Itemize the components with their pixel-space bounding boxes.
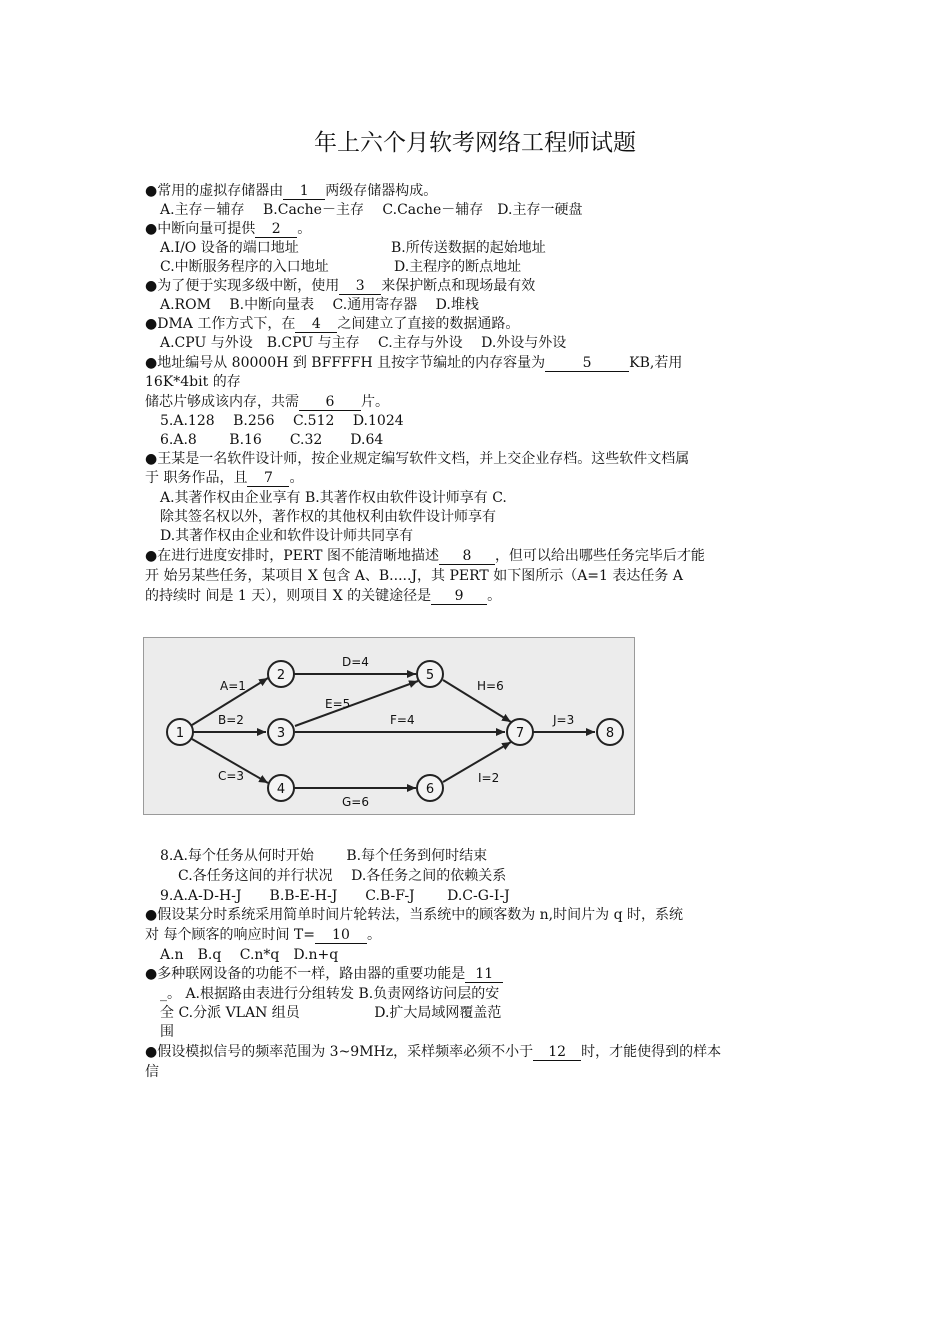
question-2-option-c: C.中断服务程序的入口地址 — [160, 259, 329, 275]
question-5-options: 5.A.128 B.256 C.512 D.1024 — [160, 413, 404, 429]
node-3-label: 3 — [276, 726, 286, 741]
edge-label-e: E=5 — [325, 697, 351, 711]
edge-label-d: D=4 — [342, 655, 369, 669]
blank-11: 11 — [465, 967, 503, 983]
question-2-option-a: A.I/O 设备的端口地址 — [160, 240, 299, 256]
question-2: ●中断向量可提供 2 。 — [145, 221, 312, 237]
edge-label-i: I=2 — [478, 771, 500, 785]
question-4: ●DMA 工作方式下，在 4 之间建立了直接的数据通路。 — [145, 316, 520, 332]
question-2-option-d: D.主程序的断点地址 — [394, 259, 522, 275]
question-7-option-c: 除其签名权以外，著作权的其他权利由软件设计师享有 — [160, 509, 496, 525]
question-11-line-2: _。 A.根据路由表进行分组转发 B.负责网络访问层的安 — [160, 986, 500, 1002]
question-2-option-b: B.所传送数据的起始地址 — [391, 240, 546, 256]
blank-8: 8 — [439, 549, 495, 565]
node-2-label: 2 — [276, 668, 286, 683]
blank-10: 10 — [315, 928, 367, 944]
question-8-line-3: 的持续时 间是 1 天），则项目 X 的关键途径是 9 。 — [145, 588, 502, 604]
question-8-line-1: ●在进行进度安排时，PERT 图不能清晰地描述 8 ，但可以给出哪些任务完毕后才能 — [145, 548, 705, 564]
question-8-options-ab: 8.A.每个任务从何时开始 B.每个任务到何时结束 — [160, 848, 488, 864]
question-5: ●地址编号从 80000H 到 BFFFFH 且按字节编址的内存容量为 5 KB,若用 — [145, 355, 683, 371]
blank-2: 2 — [255, 222, 297, 238]
question-7-line-2: 于 职务作品，且 7 。 — [145, 470, 304, 486]
blank-9: 9 — [431, 589, 487, 605]
blank-7: 7 — [247, 471, 289, 487]
question-4-options: A.CPU 与外设 B.CPU 与主存 C.主存与外设 D.外设与外设 — [160, 335, 567, 351]
question-12-line-2: 信 — [145, 1064, 159, 1080]
question-11-line-3: 全 C.分派 VLAN 组员 D.扩大局域网覆盖范 — [160, 1005, 502, 1021]
question-10-options: A.n B.q C.n*q D.n+q — [160, 947, 339, 963]
question-1: ●常用的虚拟存储器由 1 两级存储器构成。 — [145, 183, 438, 199]
edge-label-a: A=1 — [220, 679, 246, 693]
question-11-line-4: 围 — [160, 1024, 174, 1040]
blank-3: 3 — [339, 279, 381, 295]
edge-label-j: J=3 — [553, 713, 575, 727]
question-9-options: 9.A.A-D-H-J B.B-E-H-J C.B-F-J D.C-G-I-J — [160, 888, 510, 904]
edge-i — [443, 742, 511, 782]
node-6-label: 6 — [425, 782, 435, 797]
question-6-options: 6.A.8 B.16 C.32 D.64 — [160, 432, 384, 448]
edge-label-b: B=2 — [218, 713, 244, 727]
node-5-label: 5 — [425, 668, 435, 683]
question-10-line-1: ●假设某分时系统采用简单时间片轮转法，当系统中的顾客数为 n,时间片为 q 时，系统 — [145, 907, 683, 923]
question-10-line-2: 对 每个顾客的响应时间 T= 10 。 — [145, 927, 381, 943]
blank-1: 1 — [283, 184, 325, 200]
edge-label-h: H=6 — [477, 679, 504, 693]
page-title: 年上六个月软考网络工程师试题 — [314, 130, 636, 156]
pert-diagram — [143, 637, 635, 815]
question-5-line-2: 16K*4bit 的存 — [145, 374, 241, 390]
blank-6: 6 — [299, 395, 361, 411]
node-4-label: 4 — [276, 782, 286, 797]
question-8-line-2: 开 始另某些任务，某项目 X 包含 A、B.....J，其 PERT 如下图所示（A=1 表达任务 A — [145, 568, 683, 584]
blank-4: 4 — [295, 317, 337, 333]
node-7-label: 7 — [515, 726, 525, 741]
edge-label-c: C=3 — [218, 769, 245, 783]
question-3-options: A.ROM B.中断向量表 C.通用寄存器 D.堆栈 — [160, 297, 479, 313]
edge-label-f: F=4 — [390, 713, 415, 727]
node-1-label: 1 — [175, 726, 185, 741]
question-5-line-3: 储芯片够成该内存，共需 6 片。 — [145, 394, 389, 410]
question-7-option-d: D.其著作权由企业和软件设计师共同享有 — [160, 528, 414, 544]
question-1-options: A.主存－辅存 B.Cache－主存 C.Cache－辅存 D.主存一硬盘 — [160, 202, 583, 218]
blank-5: 5 — [545, 356, 629, 372]
question-7-options-ab: A.其著作权由企业享有 B.其著作权由软件设计师享有 C. — [160, 490, 507, 506]
question-3: ●为了便于实现多级中断，使用 3 来保护断点和现场最有效 — [145, 278, 536, 294]
pert-diagram-svg — [144, 638, 634, 814]
blank-12: 12 — [533, 1045, 581, 1061]
question-7-line-1: ●王某是一名软件设计师，按企业规定编写软件文档，并上交企业存档。这些软件文档属 — [145, 451, 690, 467]
edge-label-g: G=6 — [342, 795, 369, 809]
question-11-line-1: ●多种联网设备的功能不一样，路由器的重要功能是 11 — [145, 965, 503, 984]
question-8-options-cd: C.各任务这间的并行状况 D.各任务之间的依赖关系 — [178, 868, 507, 884]
question-12-line-1: ●假设模拟信号的频率范围为 3~9MHz，采样频率必须不小于 12 时，才能使得到的样本 — [145, 1044, 722, 1060]
node-8-label: 8 — [605, 726, 615, 741]
